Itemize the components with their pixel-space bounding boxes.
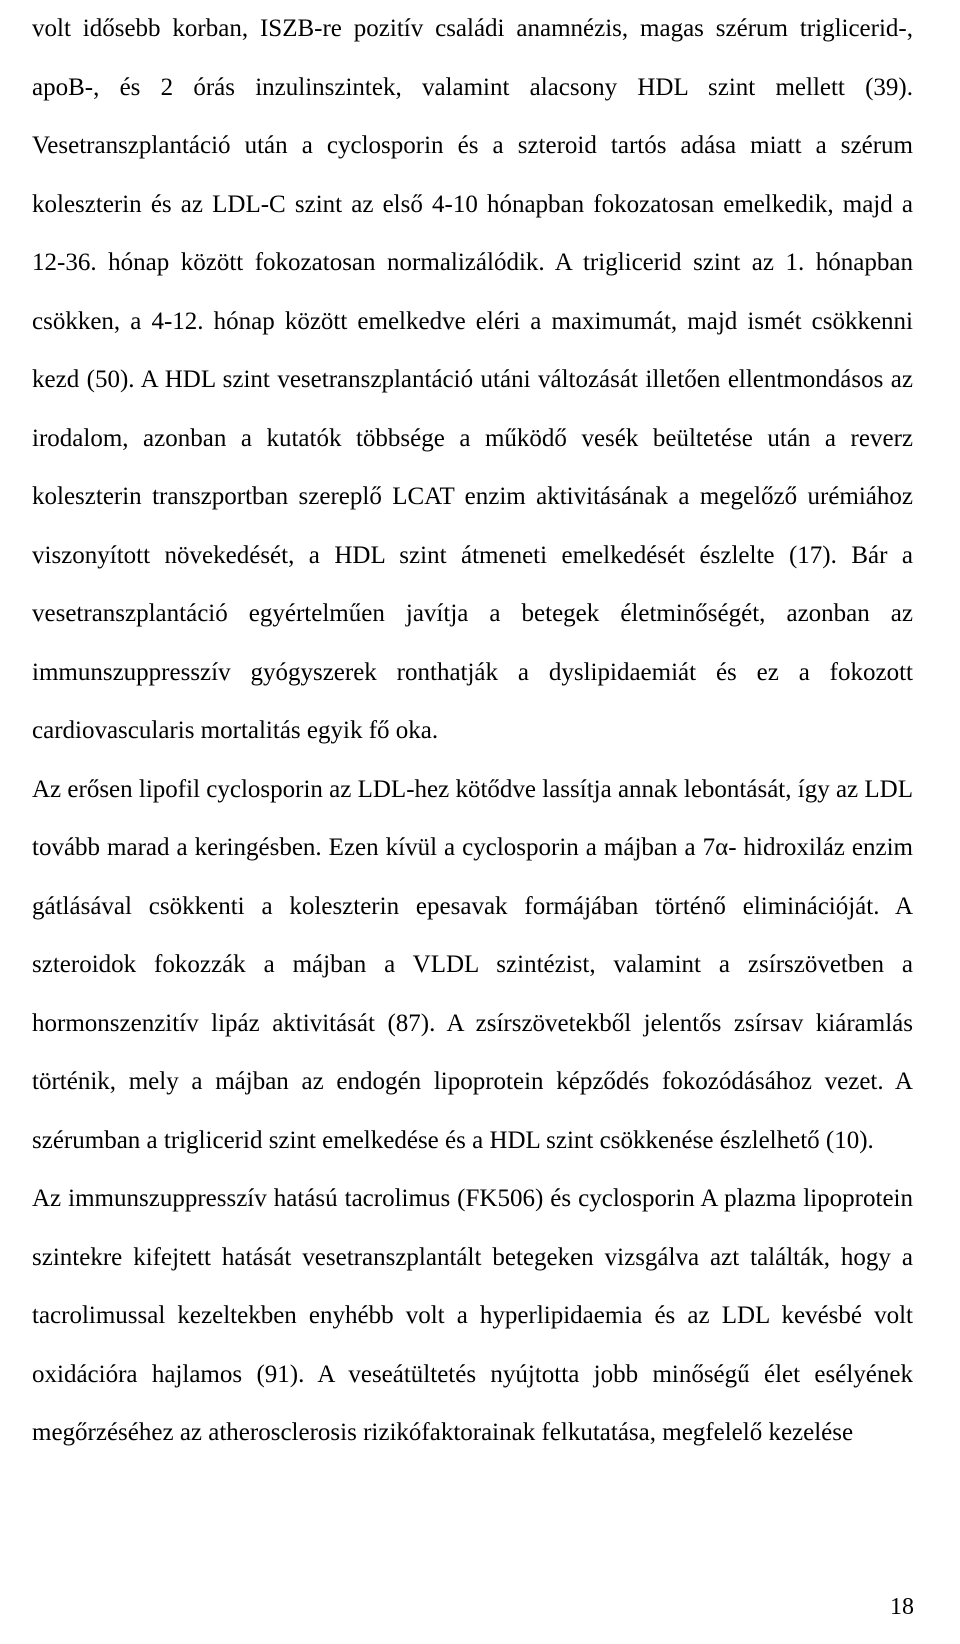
paragraph-1: volt idősebb korban, ISZB-re pozitív családi anamnézis, magas szérum triglicerid-, apoB-, és 2 órás inzulinszintek, valamint alacsony HDL szint mellett (39). Vesetranszplantáció után a cyclosporin és a szteroid tartós adása miatt a szérum koleszterin és az LDL-C szint az első 4-10 hónapban fokozatosan emelkedik, majd a 12-36. hónap között fokozatosan normalizálódik. A triglicerid szint az 1. hónapban csökken, a 4-12. hónap között emelkedve eléri a maximumát, majd ismét csökkenni kezd (50). A HDL szint vesetranszplantáció utáni változását illetően ellentmondásos az irodalom, azonban a kutatók többsége a működő vesék beültetése után a reverz koleszterin transzportban szereplő LCAT enzim aktivitásának a megelőző urémiához viszonyított növekedését, a HDL szint átmeneti emelkedését észlelte (17). Bár a vesetranszplantáció egyértelműen javítja a betegek életminőségét, azonban az immunszuppresszív gyógyszerek ronthatják a dyslipidaemiát és ez a fokozott cardiovascularis mortalitás egyik fő oka. [32, 15, 913, 744]
paragraph-3: Az immunszuppresszív hatású tacrolimus (FK506) és cyclosporin A plazma lipoprotein szintekre kifejtett hatását vesetranszplantált betegeken vizsgálva azt találták, hogy a tacrolimussal kezeltekben enyhébb volt a hyperlipidaemia és az LDL kevésbé volt oxidációra hajlamos (91). A veseátültetés nyújtotta jobb minőségű élet esélyének megőrzéséhez az atherosclerosis rizikófaktorainak felkutatása, megfelelő kezelése [32, 1185, 913, 1446]
page-number: 18 [890, 1594, 914, 1620]
body-text [32, 0, 913, 1463]
paragraph-2: Az erősen lipofil cyclosporin az LDL-hez kötődve lassítja annak lebontását, így az LDL tovább marad a keringésben. Ezen kívül a cyclosporin a májban a 7α- hidroxiláz enzim gátlásával csökkenti a koleszterin epesavak formájában történő eliminációját. A szteroidok fokozzák a májban a VLDL szintézist, valamint a zsírszövetben a hormonszenzitív lipáz aktivitását (87). A zsírszövetekből jelentős zsírsav kiáramlás történik, mely a májban az endogén lipoprotein képződés fokozódásához vezet. A szérumban a triglicerid szint emelkedése és a HDL szint csökkenése észlelhető (10). [32, 775, 913, 1154]
